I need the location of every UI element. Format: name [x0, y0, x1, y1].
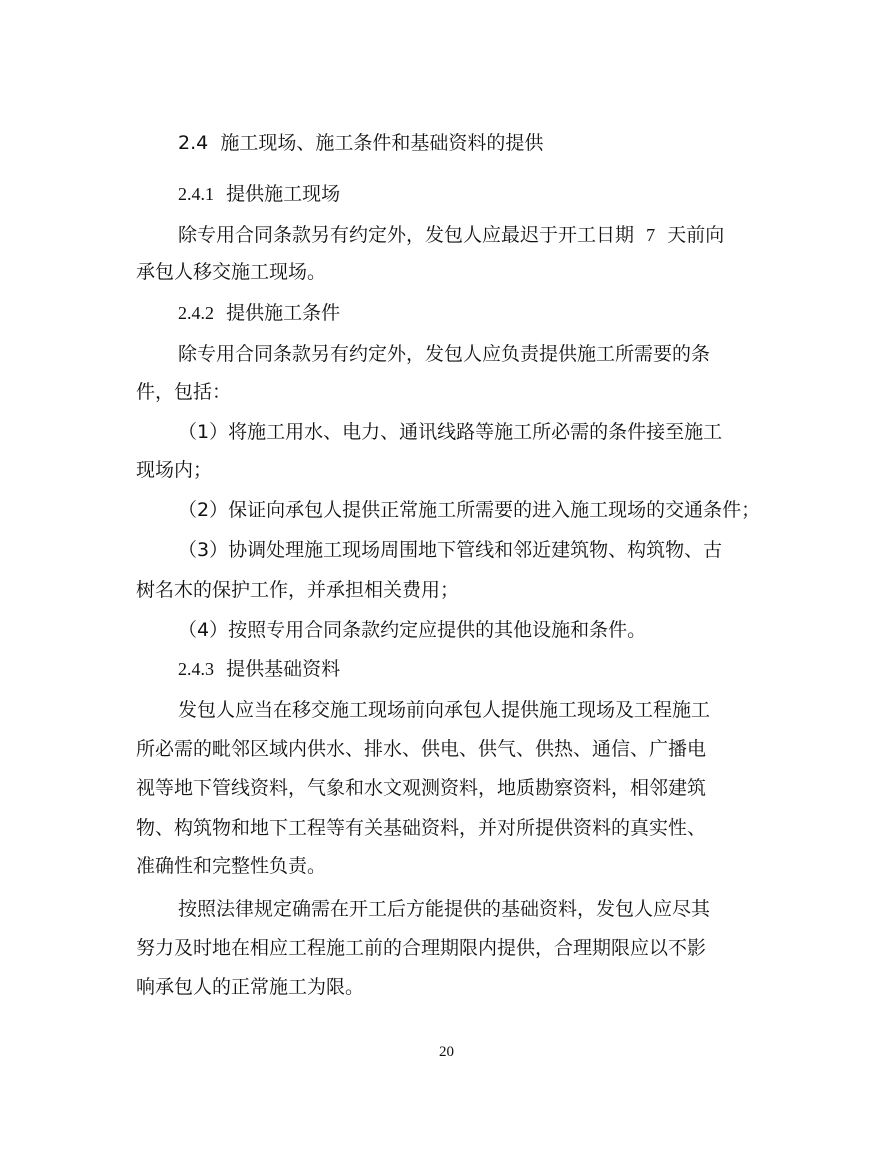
text-run: 天前向 — [667, 224, 725, 246]
subsection-heading-2-4-3 — [178, 656, 340, 682]
list-item-1: （1）将施工用水、电力、通讯线路等施工所必需的条件接至施工 — [178, 421, 723, 443]
text-run: 除专用合同条款另有约定外，发包人应最迟于开工日期 — [178, 224, 635, 246]
page-number: 20 — [439, 1044, 454, 1060]
subsection-heading-2-4-2 — [178, 300, 340, 326]
list-item-3-cont: 树名木的保护工作，并承担相关费用； — [136, 579, 460, 601]
paragraph-line — [178, 222, 724, 248]
subsection-number: 2.4.1 — [178, 184, 214, 204]
paragraph-line: 准确性和完整性负责。 — [136, 855, 327, 877]
subsection-title: 提供基础资料 — [226, 658, 341, 680]
paragraph-line: 物、构筑物和地下工程等有关基础资料，并对所提供资料的真实性、 — [136, 817, 707, 839]
paragraph-line: 件，包括： — [136, 381, 232, 403]
paragraph-line: 承包人移交施工现场。 — [136, 261, 327, 283]
paragraph-line: 响承包人的正常施工为限。 — [136, 976, 365, 998]
subsection-number: 2.4.3 — [178, 659, 214, 679]
paragraph-line: 按照法律规定确需在开工后方能提供的基础资料，发包人应尽其 — [178, 898, 711, 920]
subsection-title: 提供施工现场 — [226, 183, 341, 205]
paragraph-line: 发包人应当在移交施工现场前向承包人提供施工现场及工程施工 — [178, 699, 711, 721]
list-item-4: （4）按照专用合同条款约定应提供的其他设施和条件。 — [178, 619, 647, 641]
day-count: 7 — [646, 225, 656, 245]
subsection-number: 2.4.2 — [178, 303, 214, 323]
section-heading — [178, 130, 543, 156]
paragraph-line: 努力及时地在相应工程施工前的合理期限内提供，合理期限应以不影 — [136, 937, 707, 959]
paragraph-line: 视等地下管线资料，气象和水文观测资料，地质勘察资料，相邻建筑 — [136, 777, 707, 799]
list-item-2: （2）保证向承包人提供正常施工所需要的进入施工现场的交通条件； — [178, 499, 761, 521]
list-item-1-cont: 现场内； — [136, 459, 213, 481]
section-number: 2.4 — [178, 132, 209, 154]
subsection-title: 提供施工条件 — [226, 302, 341, 324]
section-title: 施工现场、施工条件和基础资料的提供 — [220, 132, 544, 154]
subsection-heading-2-4-1 — [178, 181, 340, 207]
paragraph-line: 除专用合同条款另有约定外，发包人应负责提供施工所需要的条 — [178, 343, 711, 365]
paragraph-line: 所必需的毗邻区域内供水、排水、供电、供气、供热、通信、广播电 — [136, 738, 707, 760]
list-item-3: （3）协调处理施工现场周围地下管线和邻近建筑物、构筑物、古 — [178, 539, 723, 561]
